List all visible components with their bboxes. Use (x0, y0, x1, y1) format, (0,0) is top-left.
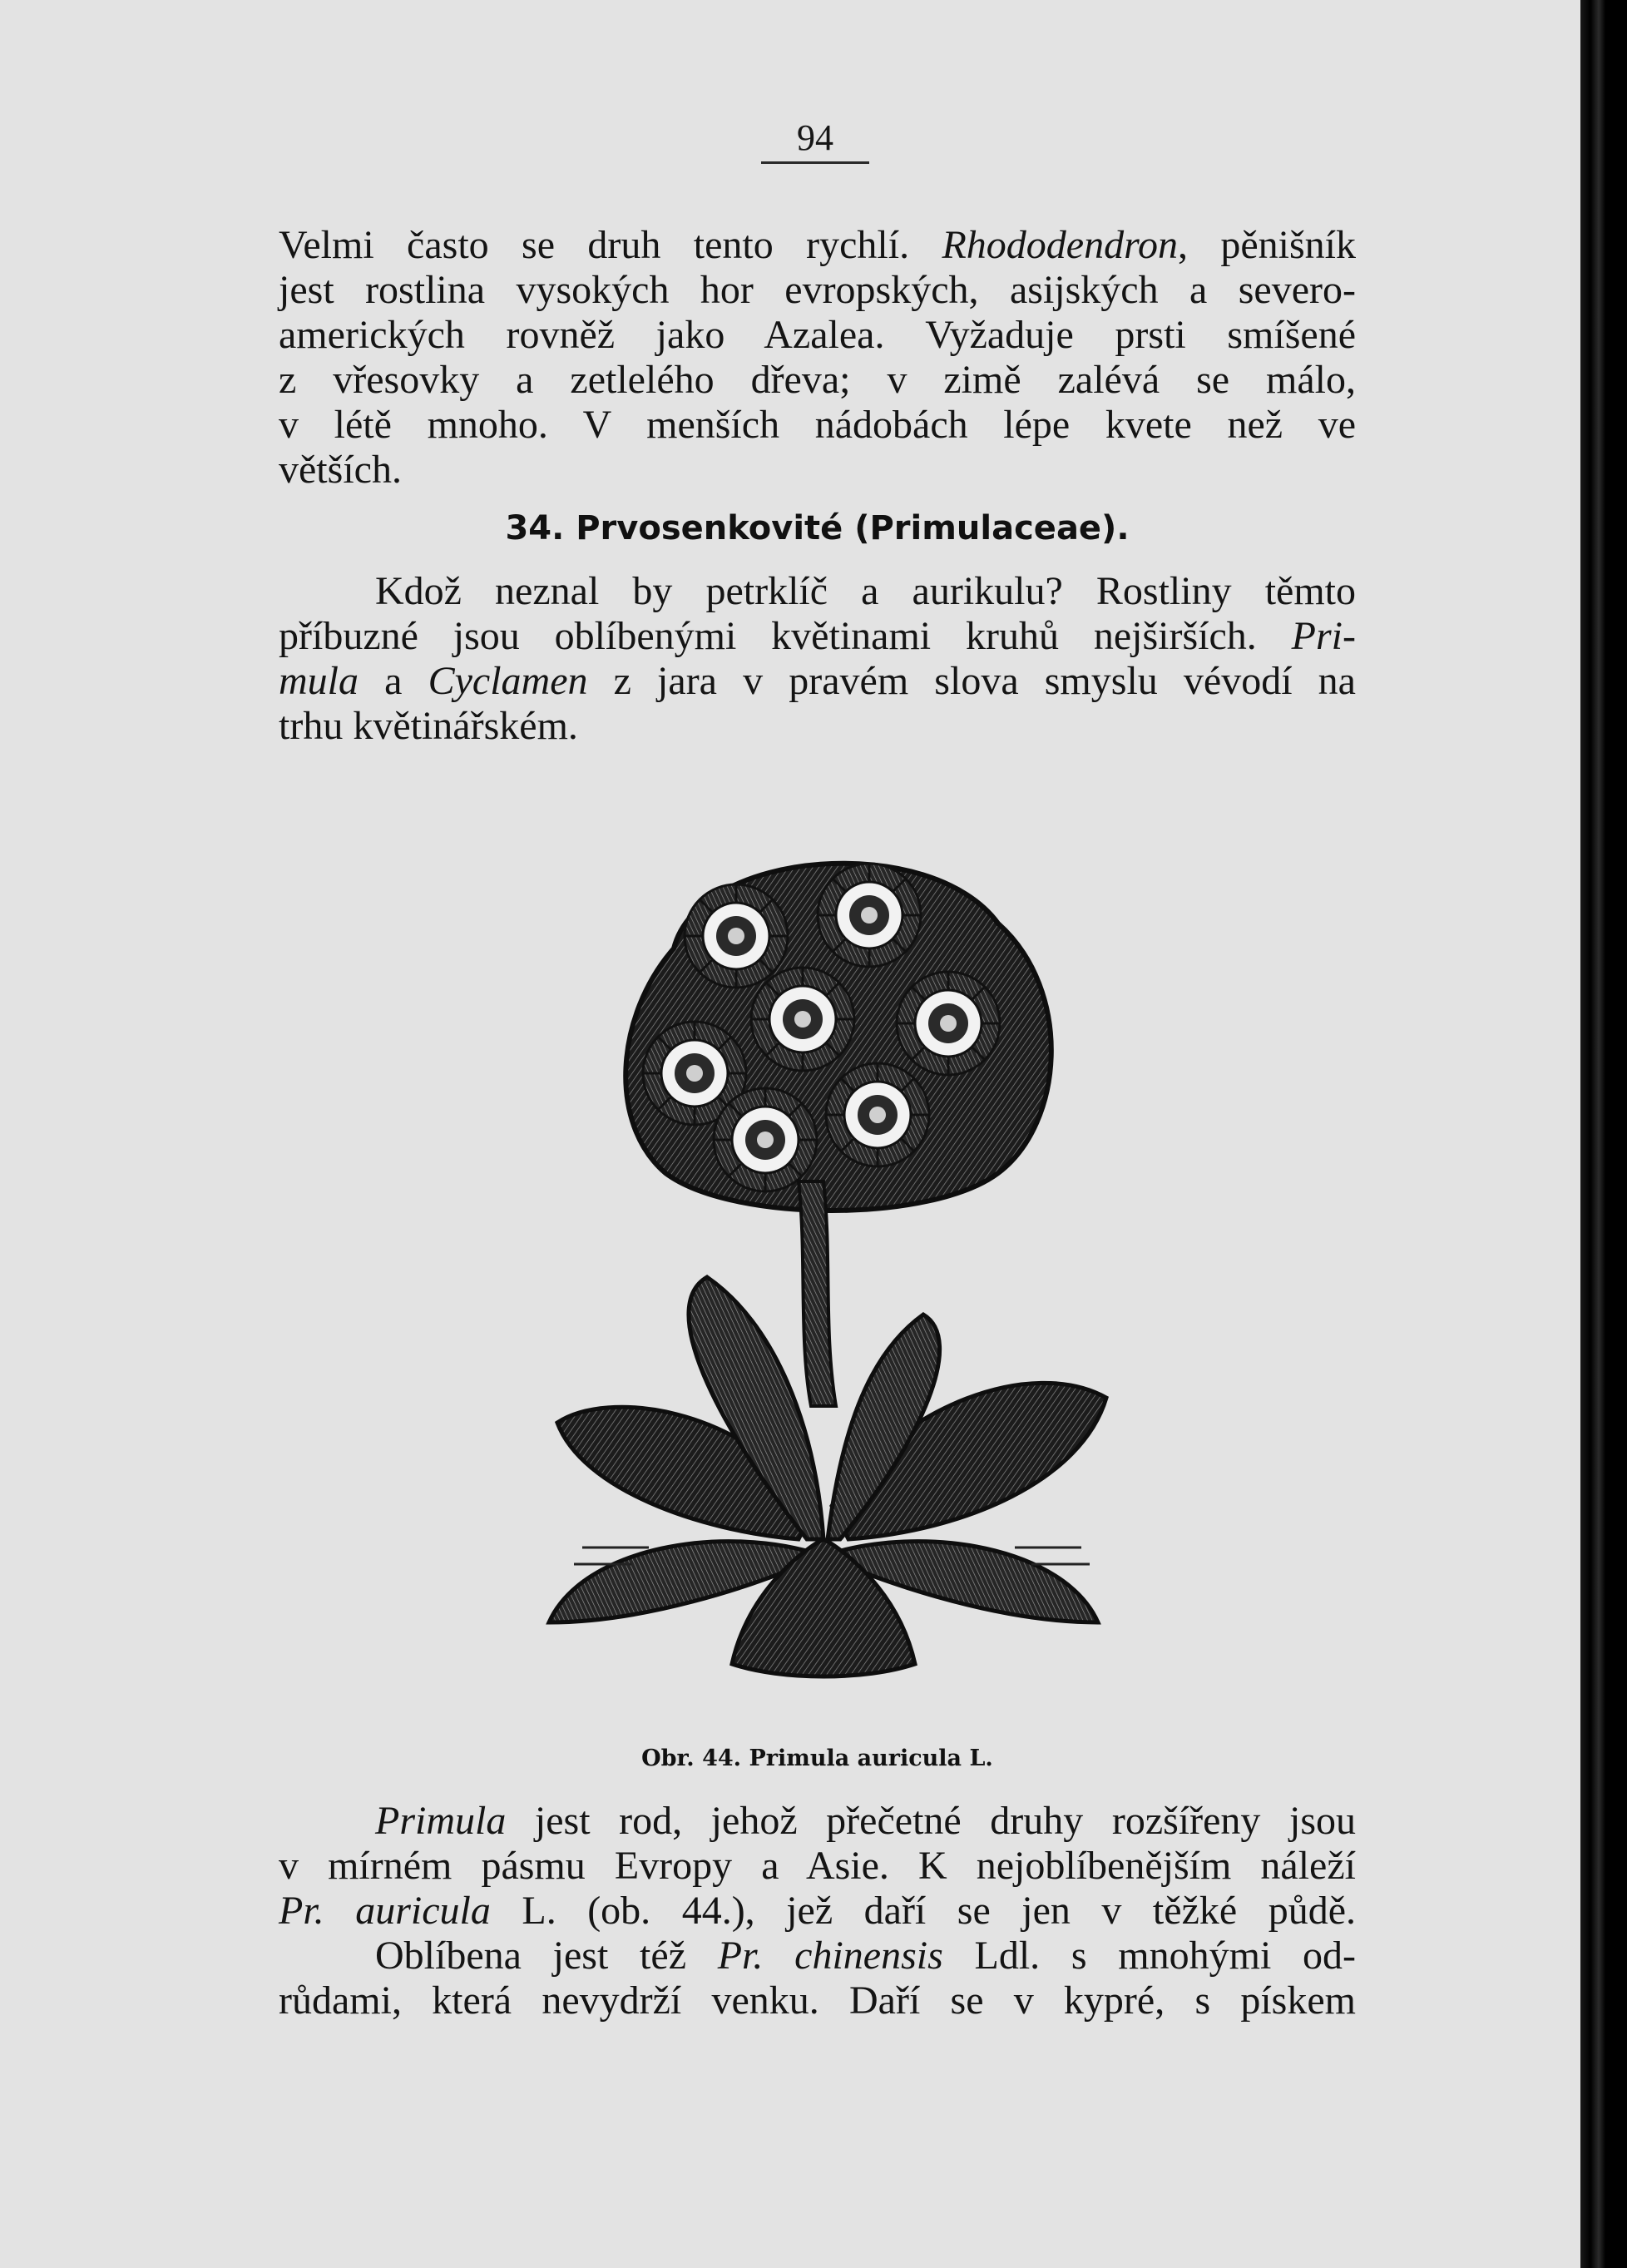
section-heading: 34. Prvosenkovité (Primulaceae). (505, 509, 1130, 547)
text-line: Kdož neznal by petrklíč a aurikulu? Rostliny těmto (375, 569, 1356, 613)
page-number-rule (761, 161, 869, 164)
text-line: Oblíbena jest též Pr. chinensis Ldl. s mnohými od- (375, 1934, 1357, 1978)
paragraph-primula-genus (279, 1799, 1356, 2023)
text-line: amerických rovněž jako Azalea. Vyžaduje prsti smíšené (279, 313, 1356, 357)
text-line: Pr. auricula L. (ob. 44.), jež daří se jen v těžké půdě. (279, 1889, 1356, 1933)
scan-edge (1580, 0, 1627, 2268)
paragraph-rhododendron (279, 223, 1356, 493)
text-line: růdami, která nevydrží venku. Daří se v kypré, s pískem (279, 1978, 1356, 2023)
figure-caption: Obr. 44. Primula auricula L. (641, 1746, 993, 1771)
text-line: v létě mnoho. V menších nádobách lépe kvete než ve (279, 403, 1356, 447)
text-line: Velmi často se druh tento rychlí. Rhododendron, pěnišník (279, 223, 1356, 267)
text-line: Primula jest rod, jehož přečetné druhy rozšířeny jsou (375, 1799, 1356, 1843)
text-line: mula a Cyclamen z jara v pravém slova smyslu vévodí na (279, 659, 1356, 703)
text-line: jest rostlina vysokých hor evropských, asijských a severo- (279, 268, 1356, 312)
primula-auricula-illustration (532, 824, 1115, 1689)
text-line: větších. (279, 448, 402, 492)
text-line: příbuzné jsou oblíbenými květinami kruhů nejširších. Pri- (279, 614, 1356, 658)
paragraph-primulaceae-intro (279, 569, 1356, 749)
text-line: trhu květinářském. (279, 704, 578, 748)
page-number: 94 (797, 117, 833, 158)
text-line: v mírném pásmu Evropy a Asie. K nejoblíbenějším náleží (279, 1844, 1356, 1888)
text-line: z vřesovky a zetlelého dřeva; v zimě zalévá se málo, (279, 358, 1356, 402)
